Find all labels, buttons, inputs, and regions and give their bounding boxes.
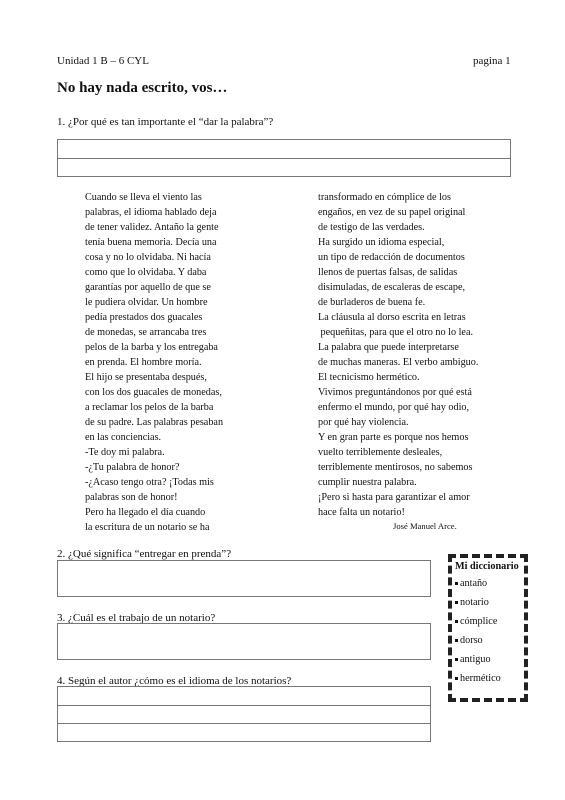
bullet-icon — [455, 620, 458, 623]
poem-line: de testigo de las verdades. — [318, 222, 425, 233]
answer-box-2[interactable] — [57, 560, 431, 597]
poem-line: de su padre. Las palabras pesaban — [85, 417, 224, 428]
poem-line: cumplir nuestra palabra. — [318, 477, 417, 488]
poem-line: palabras son de honor! — [85, 492, 178, 503]
bullet-icon — [455, 601, 458, 604]
dictionary-item — [455, 669, 521, 688]
poem-line: palabras, el idioma hablado deja — [85, 207, 217, 218]
poem-line: disimuladas, de escaleras de escape, — [318, 282, 466, 293]
poem-line: pequeñitas, para que el otro no lo lea. — [318, 327, 474, 338]
question-1: 1. ¿Por qué es tan importante el “dar la palabra”? — [57, 116, 274, 128]
poem-line: por qué hay violencia. — [318, 417, 409, 428]
dictionary-word: dorso — [460, 635, 483, 646]
poem-line: La cláusula al dorso escrita en letras — [318, 312, 466, 323]
dictionary-word: notario — [460, 597, 489, 608]
bullet-icon — [455, 677, 458, 680]
poem-right-column — [318, 190, 478, 520]
poem-line: garantías por aquello de que se — [85, 282, 211, 293]
dictionary-word: hermético — [460, 673, 501, 684]
dictionary-word: antaño — [460, 578, 488, 589]
answer-box-1[interactable] — [57, 139, 511, 177]
page-title: No hay nada escrito, vos… — [57, 80, 228, 96]
dictionary-word: antiguo — [460, 654, 491, 665]
answer-box-3[interactable] — [57, 623, 431, 660]
poem-left-column — [85, 190, 223, 535]
unit-label: Unidad 1 B – 6 CYL — [57, 55, 149, 67]
poem-line: Ha surgido un idioma especial, — [318, 237, 445, 248]
poem-line: con los dos guacales de monedas, — [85, 387, 222, 398]
poem-line: engaños, en vez de su papel original — [318, 207, 466, 218]
question-2: 2. ¿Qué significa “entregar en prenda”? — [57, 548, 232, 560]
poem-line: -¿Tu palabra de honor? — [85, 462, 180, 473]
poem-line: en prenda. El hombre moría. — [85, 357, 202, 368]
page-number: pagina 1 — [473, 55, 511, 67]
poem-line: Y en gran parte es porque nos hemos — [318, 432, 469, 443]
poem-line: la escritura de un notario se ha — [85, 522, 210, 533]
dictionary-item — [455, 650, 521, 669]
poem-line: pedía prestados dos guacales — [85, 312, 203, 323]
question-4: 4. Según el autor ¿cómo es el idioma de los notarios? — [57, 675, 292, 687]
poem-line: -Te doy mi palabra. — [85, 447, 165, 458]
poem-line: La palabra que puede interpretarse — [318, 342, 459, 353]
dictionary-title: Mi diccionario — [455, 561, 519, 572]
poem-line: terriblemente mentirosos, no sabemos — [318, 462, 473, 473]
poem-line: en las conciencias. — [85, 432, 162, 443]
poem-line: Cuando se lleva el viento las — [85, 192, 202, 203]
dictionary-item — [455, 593, 521, 612]
poem-line: Pero ha llegado el día cuando — [85, 507, 206, 518]
poem-line: -¿Acaso tengo otra? ¡Todas mis — [85, 477, 214, 488]
poem-line: ¡Pero si hasta para garantizar el amor — [318, 492, 470, 503]
dictionary-box — [448, 554, 528, 702]
poem-line: un tipo de redacción de documentos — [318, 252, 465, 263]
poem-line: de muchas maneras. El verbo ambiguo. — [318, 357, 479, 368]
dictionary-item — [455, 612, 521, 631]
poem-line: vuelto terriblemente desleales, — [318, 447, 443, 458]
poem-line: de monedas, se arrancaba tres — [85, 327, 207, 338]
poem-author: José Manuel Arce. — [393, 521, 457, 531]
poem-line: de burladeros de buena fe. — [318, 297, 426, 308]
poem-line: llenos de puertas falsas, de salidas — [318, 267, 458, 278]
dictionary-item — [455, 574, 521, 593]
dictionary-item — [455, 631, 521, 650]
bullet-icon — [455, 582, 458, 585]
poem-line: transformado en cómplice de los — [318, 192, 451, 203]
question-3: 3. ¿Cuál es el trabajo de un notario? — [57, 612, 216, 624]
poem-line: pelos de la barba y los entregaba — [85, 342, 218, 353]
poem-line: enfermo el mundo, por qué hay odio, — [318, 402, 470, 413]
poem-line: de tener validez. Antaño la gente — [85, 222, 219, 233]
answer-box-4[interactable] — [57, 686, 431, 742]
poem-line: El tecnicismo hermético. — [318, 372, 420, 383]
poem-line: hace falta un notario! — [318, 507, 405, 518]
bullet-icon — [455, 639, 458, 642]
poem-line: le pudiera olvidar. Un hombre — [85, 297, 208, 308]
bullet-icon — [455, 658, 458, 661]
poem-line: El hijo se presentaba después, — [85, 372, 207, 383]
poem-line: cosa y no lo olvidaba. Ni hacía — [85, 252, 211, 263]
poem-line: a reclamar los pelos de la barba — [85, 402, 214, 413]
poem-line: como que lo olvidaba. Y daba — [85, 267, 207, 278]
poem-line: Vivimos preguntándonos por qué está — [318, 387, 472, 398]
poem-line: tenía buena memoria. Decía una — [85, 237, 217, 248]
dictionary-word: cómplice — [460, 616, 498, 627]
